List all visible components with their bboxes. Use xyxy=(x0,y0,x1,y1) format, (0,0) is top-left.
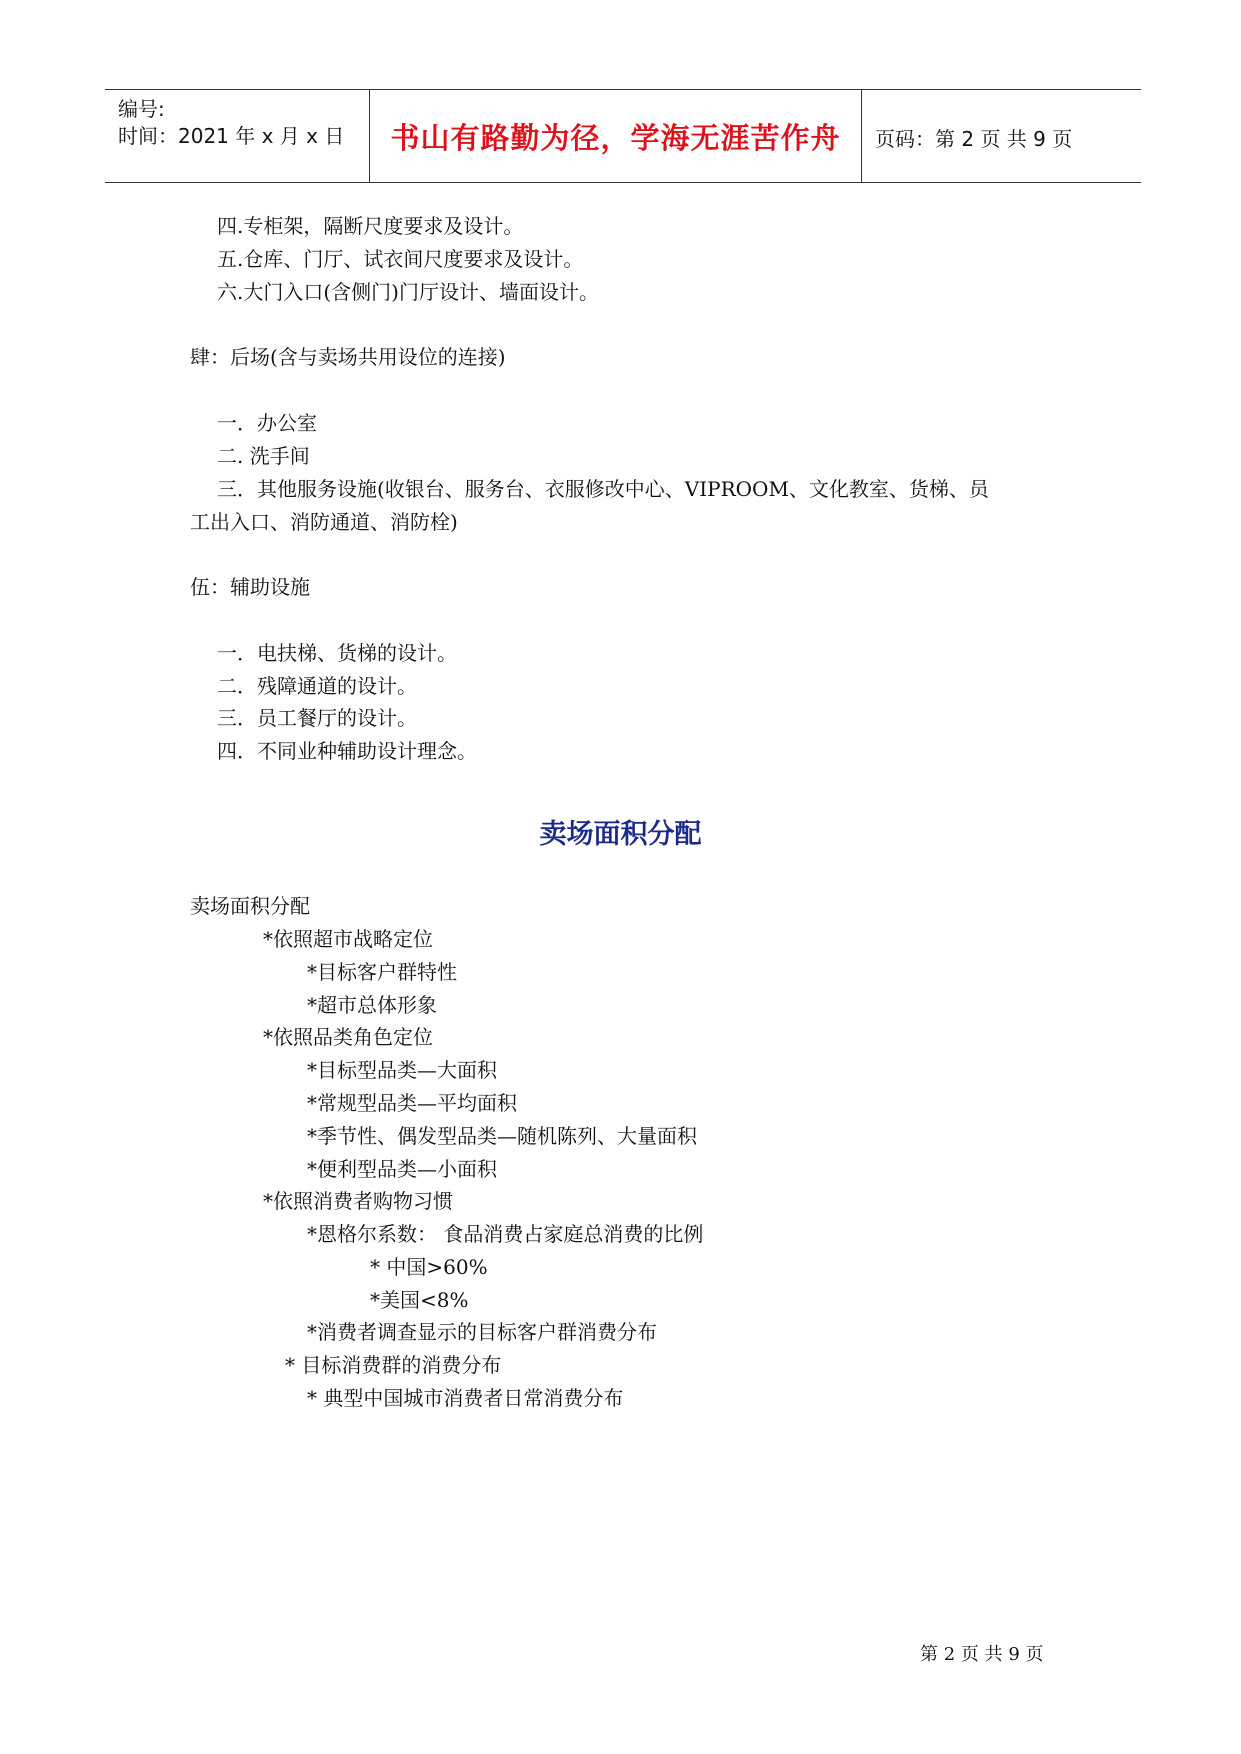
outline-item: *目标客户群特性 xyxy=(307,960,457,984)
list-item: 二. 洗手间 xyxy=(217,444,310,468)
list-item: 四．不同业种辅助设计理念。 xyxy=(217,739,477,763)
list-item: 六.大门入口(含侧门)门厅设计、墙面设计。 xyxy=(217,280,599,304)
outline-item: *美国<8% xyxy=(370,1288,469,1312)
outline-item: *消费者调查显示的目标客户群消费分布 xyxy=(307,1320,657,1344)
header-motto: 书山有路勤为径，学海无涯苦作舟 xyxy=(390,121,841,155)
section-heading: 伍：辅助设施 xyxy=(190,575,310,599)
outline-item: * 中国>60% xyxy=(370,1255,488,1279)
outline-item: *依照品类角色定位 xyxy=(263,1025,433,1049)
time-label: 时间：2021 年 x 月 x 日 xyxy=(118,124,345,148)
number-label: 编号: xyxy=(118,97,165,121)
header-page-number: 页码：第 2 页 共 9 页 xyxy=(875,127,1073,151)
list-item: 二．残障通道的设计。 xyxy=(217,674,417,698)
section-title: 卖场面积分配 xyxy=(539,819,702,850)
outline-item: *依照超市战略定位 xyxy=(263,927,433,951)
header-info-cell xyxy=(105,90,370,182)
list-item-continued: 工出入口、消防通道、消防栓) xyxy=(190,510,458,534)
list-item: 四.专柜架，隔断尺度要求及设计。 xyxy=(217,214,524,238)
header-motto-cell xyxy=(370,90,862,182)
list-item: 三．员工餐厅的设计。 xyxy=(217,706,417,730)
list-item: 一．办公室 xyxy=(217,411,317,435)
outline-item: *季节性、偶发型品类—随机陈列、大量面积 xyxy=(307,1124,697,1148)
outline-item: *目标型品类—大面积 xyxy=(307,1058,497,1082)
page-header xyxy=(105,89,1141,183)
outline-item: 卖场面积分配 xyxy=(190,894,310,918)
outline-item: *常规型品类—平均面积 xyxy=(307,1091,517,1115)
outline-item: *恩格尔系数： 食品消费占家庭总消费的比例 xyxy=(307,1222,704,1246)
outline-item: *依照消费者购物习惯 xyxy=(263,1189,453,1213)
list-item: 五.仓库、门厅、试衣间尺度要求及设计。 xyxy=(217,247,584,271)
outline-item: * 典型中国城市消费者日常消费分布 xyxy=(307,1386,624,1410)
section-heading: 肆：后场(含与卖场共用设位的连接) xyxy=(190,345,506,369)
header-page-cell xyxy=(862,90,1141,182)
outline-item: *超市总体形象 xyxy=(307,993,437,1017)
list-item: 三．其他服务设施(收银台、服务台、衣服修改中心、VIPROOM、文化教室、货梯、员 xyxy=(217,477,989,501)
page-footer: 第 2 页 共 9 页 xyxy=(920,1644,1044,1665)
list-item: 一．电扶梯、货梯的设计。 xyxy=(217,641,457,665)
outline-item: *便利型品类—小面积 xyxy=(307,1157,497,1181)
outline-item: * 目标消费群的消费分布 xyxy=(285,1353,502,1377)
